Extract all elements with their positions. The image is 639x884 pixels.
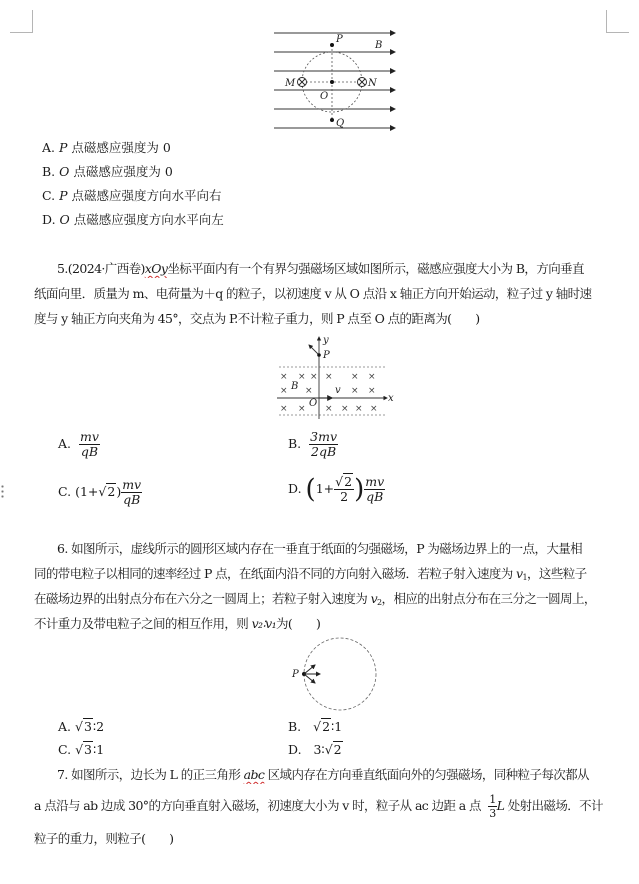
field-mark: × [280,404,288,414]
circular-field-figure-q6 [290,636,385,714]
q5-line-1: 5.(2024·广西卷)xOy坐标平面内有一个有界匀强磁场区域如图所示，磁感应强度大小为 B，方向垂直 [57,261,584,276]
field-mark: × [351,372,359,382]
field-mark: × [305,386,313,396]
label-x: x [388,393,394,404]
label-v: v [335,385,341,396]
coordinate-field-figure-q5 [275,333,395,419]
q6-option-a: A. √3∶2 [58,719,105,734]
label-b: B [375,40,383,51]
page-corner-mark-top-left [10,10,33,33]
page-corner-mark-top-right [606,10,629,33]
label-q: Q [336,118,345,129]
q6-option-d: D. 3∶√2 [288,742,342,757]
magnetic-field-figure-q4 [270,28,400,134]
q5-option-b: B. $\frac{3mv}{2qB}$ [288,429,338,459]
q5-option-c: C. (1+√2) $\frac{mv}{qB}$ [58,477,142,507]
label-p: P [292,669,299,680]
field-mark: × [298,404,306,414]
q6-option-b: B. √2∶1 [288,719,343,734]
q5-line-2: 纸面向里．质量为 m、电荷量为＋q 的粒子，以初速度 v 从 O 点沿 x 轴正方向开始运动，粒子过 y 轴时速 [34,286,592,301]
field-mark: × [370,404,378,414]
label-b: B [291,381,299,392]
field-mark: × [280,372,288,382]
field-mark: × [298,372,306,382]
field-mark: × [355,404,363,414]
q6-option-c: C. √3∶1 [58,742,105,757]
q7-line-3: 粒子的重力，则粒子( ) [34,831,174,846]
point-o-dot [330,80,334,84]
wire-n-into-page-icon [358,78,367,87]
wire-m-into-page-icon [298,78,307,87]
field-mark: × [368,372,376,382]
drag-handle-icon[interactable] [1,484,4,500]
point-p-dot [317,353,321,357]
q4-option-a: A. P 点磁感应强度为 0 [42,140,171,155]
label-y: y [323,335,329,346]
q6-line-3: 在磁场边界的出射点分布在六分之一圆周上；若粒子射入速度为 $v_2$，相应的出射点分布在三分之一圆周上， [34,591,596,607]
q6-line-4: 不计重力及带电粒子之间的相互作用，则 v₂∶v₁为( ) [34,616,321,631]
field-mark: × [351,386,359,396]
q6-line-2: 同的带电粒子以相同的速率经过 P 点，在纸面内沿不同的方向射入磁场．若粒子射入速度为 $v_1$，这些粒子 [34,566,587,582]
label-p: P [336,34,343,45]
label-m: M [285,78,296,89]
velocity-arrow-p [309,345,319,355]
q4-option-c: C. P 点磁感应强度方向水平向右 [42,188,222,203]
q4-option-d: D. O 点磁感应强度方向水平向左 [42,212,224,227]
velocity-arrow [304,665,315,674]
q5-line-3: 度与 y 轴正方向夹角为 45°，交点为 P.不计粒子重力，则 P 点至 O 点的距离为( ) [34,311,480,326]
label-n: N [368,78,377,89]
label-p: P [323,350,330,361]
point-p-dot [330,43,334,47]
velocity-arrow [304,674,315,683]
q7-line-1: 7. 如图所示，边长为 L 的正三角形 abc 区域内存在方向垂直纸面向外的匀强磁场，同种粒子每次都从 [57,767,589,782]
q6-line-1: 6. 如图所示，虚线所示的圆形区域内存在一垂直于纸面的匀强磁场，P 为磁场边界上的一点，大量相 [57,541,583,556]
field-mark: × [325,404,333,414]
point-q-dot [330,118,334,122]
label-o: O [309,398,318,409]
q4-option-b: B. O 点磁感应强度为 0 [42,164,173,179]
q5-option-d: D. (1+ $\frac{√2}{2}$ ) $\frac{mv}{qB}$ [288,474,385,505]
field-mark: × [325,372,333,382]
field-mark: × [310,372,318,382]
field-mark: × [280,386,288,396]
label-o: O [320,91,329,102]
field-mark: × [368,386,376,396]
field-into-page-marks [280,372,378,414]
field-mark: × [341,404,349,414]
q5-option-a: A. $\frac{mv}{qB}$ [58,429,99,459]
q7-line-2: a 点沿与 ab 边成 30°的方向垂直射入磁场，初速度大小为 v 时，粒子从 ac 边距 a 点 $\frac{1}{3}$ L 处射出磁场．不计 [34,793,603,820]
